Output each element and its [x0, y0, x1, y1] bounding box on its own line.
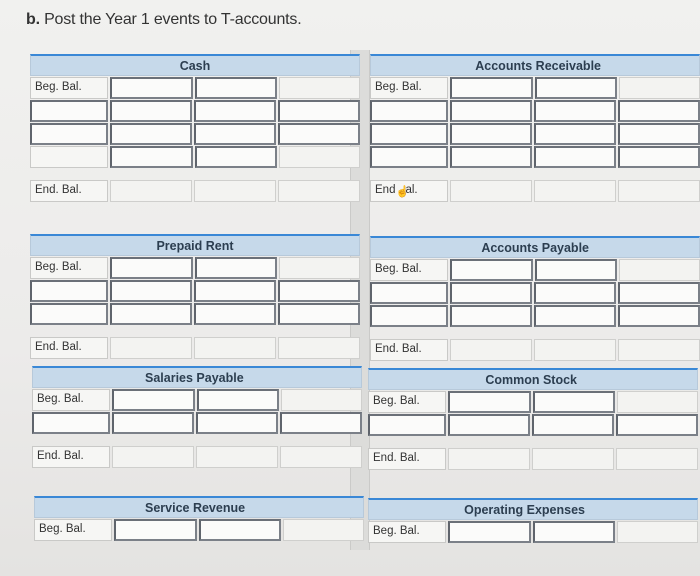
end-bal-label: End. Bal.	[30, 337, 108, 359]
cash-debit-input-2[interactable]	[110, 123, 192, 145]
t-account-title: Service Revenue	[34, 496, 364, 518]
prepaid-debit-input-2[interactable]	[110, 303, 192, 325]
instruction-part-label: b.	[26, 11, 40, 28]
beg-bal-label: Beg. Bal.	[30, 257, 108, 279]
cash-credit-input-3[interactable]	[279, 146, 360, 168]
beg-bal-label: Beg. Bal.	[32, 389, 110, 411]
stock-end-credit[interactable]	[616, 448, 698, 470]
end-bal-label-start: End	[375, 184, 396, 196]
ar-credit-label-input-2[interactable]	[534, 123, 616, 145]
stock-debit-beg-input[interactable]	[448, 391, 531, 413]
end-bal-label: End. Bal.	[32, 446, 110, 468]
t-account-common-stock	[368, 368, 698, 470]
salaries-end-credit[interactable]	[280, 446, 362, 468]
ap-end-credit-label[interactable]	[534, 339, 616, 361]
prepaid-end-credit[interactable]	[278, 337, 360, 359]
t-account-title: Salaries Payable	[32, 366, 362, 388]
t-account-title: Accounts Payable	[370, 236, 700, 258]
revenue-beg-amount[interactable]	[283, 519, 364, 541]
stock-end-debit[interactable]	[448, 448, 530, 470]
ar-credit-input-2[interactable]	[618, 123, 700, 145]
stock-debit-label-input-1[interactable]	[368, 414, 446, 436]
end-bal-label-end: al.	[405, 184, 418, 196]
ar-debit-input-1[interactable]	[450, 100, 532, 122]
end-bal-label: End. Bal.	[368, 448, 446, 470]
t-account-salaries-payable	[32, 366, 362, 468]
cash-debit-beg-input[interactable]	[110, 77, 193, 99]
ar-end-credit-label[interactable]	[534, 180, 616, 202]
t-account-cash	[30, 54, 360, 202]
cash-credit-label-input-1[interactable]	[194, 100, 276, 122]
revenue-debit-beg-input[interactable]	[114, 519, 197, 541]
prepaid-debit-input-1[interactable]	[110, 280, 192, 302]
beg-bal-label: Beg. Bal.	[370, 77, 448, 99]
prepaid-credit-label-input-1[interactable]	[194, 280, 276, 302]
ar-beg-amount[interactable]	[619, 77, 700, 99]
hand-cursor-icon: ☝	[395, 186, 410, 198]
prepaid-credit-label-input-2[interactable]	[194, 303, 276, 325]
t-account-accounts-payable	[370, 236, 700, 361]
instruction-text	[26, 11, 301, 29]
cash-credit-input-2[interactable]	[278, 123, 360, 145]
ap-debit-beg-input[interactable]	[450, 259, 533, 281]
prepaid-debit-label-input-2[interactable]	[30, 303, 108, 325]
t-account-service-revenue	[34, 496, 364, 541]
salaries-debit-label-input-1[interactable]	[32, 412, 110, 434]
t-account-title: Cash	[30, 54, 360, 76]
opex-beg-amount[interactable]	[617, 521, 698, 543]
ar-debit-label-input-2[interactable]	[370, 123, 448, 145]
salaries-end-credit-label[interactable]	[196, 446, 278, 468]
stock-end-credit-label[interactable]	[532, 448, 614, 470]
ap-end-credit[interactable]	[618, 339, 700, 361]
cash-credit-label-input-3[interactable]	[195, 146, 278, 168]
ap-debit-label-input-2[interactable]	[370, 305, 448, 327]
revenue-credit-beg-input[interactable]	[199, 519, 282, 541]
ap-debit-label-input-1[interactable]	[370, 282, 448, 304]
t-account-title: Operating Expenses	[368, 498, 698, 520]
prepaid-debit-beg-input[interactable]	[110, 257, 193, 279]
ap-end-debit[interactable]	[450, 339, 532, 361]
beg-bal-label: Beg. Bal.	[30, 77, 108, 99]
ar-debit-input-2[interactable]	[450, 123, 532, 145]
ap-credit-beg-input[interactable]	[535, 259, 618, 281]
ar-credit-label-input-3[interactable]	[534, 146, 616, 168]
ar-debit-input-3[interactable]	[450, 146, 532, 168]
prepaid-credit-input-2[interactable]	[278, 303, 360, 325]
ar-credit-label-input-1[interactable]	[534, 100, 616, 122]
ar-end-credit[interactable]	[618, 180, 700, 202]
cash-end-credit[interactable]	[278, 180, 360, 202]
ar-credit-beg-input[interactable]	[535, 77, 618, 99]
cash-debit-input-1[interactable]	[110, 100, 192, 122]
cash-debit-label-input-2[interactable]	[30, 123, 108, 145]
stock-credit-label-input-1[interactable]	[532, 414, 614, 436]
t-account-prepaid-rent	[30, 234, 360, 359]
salaries-debit-input-1[interactable]	[112, 412, 194, 434]
t-account-title: Common Stock	[368, 368, 698, 390]
stock-debit-input-1[interactable]	[448, 414, 530, 436]
salaries-credit-beg-input[interactable]	[197, 389, 280, 411]
opex-debit-beg-input[interactable]	[448, 521, 531, 543]
salaries-credit-label-input-1[interactable]	[196, 412, 278, 434]
salaries-end-debit[interactable]	[112, 446, 194, 468]
stock-credit-input-1[interactable]	[616, 414, 698, 436]
ap-credit-input-1[interactable]	[618, 282, 700, 304]
salaries-credit-input-1[interactable]	[280, 412, 362, 434]
ap-credit-label-input-1[interactable]	[534, 282, 616, 304]
t-account-accounts-receivable	[370, 54, 700, 202]
cash-end-debit[interactable]	[110, 180, 192, 202]
t-account-title: Prepaid Rent	[30, 234, 360, 256]
ar-credit-input-1[interactable]	[618, 100, 700, 122]
cash-beg-amount[interactable]	[279, 77, 360, 99]
prepaid-credit-input-1[interactable]	[278, 280, 360, 302]
beg-bal-label: Beg. Bal.	[370, 259, 448, 281]
cash-debit-input-3[interactable]	[110, 146, 193, 168]
ap-debit-input-2[interactable]	[450, 305, 532, 327]
end-bal-label: End. Bal.	[30, 180, 108, 202]
beg-bal-label: Beg. Bal.	[34, 519, 112, 541]
ar-end-debit[interactable]	[450, 180, 532, 202]
ap-credit-label-input-2[interactable]	[534, 305, 616, 327]
t-account-operating-expenses	[368, 498, 698, 543]
end-bal-label: End. Bal.	[370, 339, 448, 361]
stock-credit-beg-input[interactable]	[533, 391, 616, 413]
cash-credit-input-1[interactable]	[278, 100, 360, 122]
beg-bal-label: Beg. Bal.	[368, 521, 446, 543]
prepaid-credit-beg-input[interactable]	[195, 257, 278, 279]
ar-credit-input-3[interactable]	[618, 146, 700, 168]
ar-debit-label-input-3[interactable]	[370, 146, 448, 168]
t-account-title: Accounts Receivable	[370, 54, 700, 76]
cash-end-credit-label[interactable]	[194, 180, 276, 202]
cash-credit-label-input-2[interactable]	[194, 123, 276, 145]
ar-debit-label-input-1[interactable]	[370, 100, 448, 122]
cash-credit-beg-input[interactable]	[195, 77, 278, 99]
beg-bal-label: Beg. Bal.	[368, 391, 446, 413]
ap-debit-input-1[interactable]	[450, 282, 532, 304]
spacer-cell	[30, 146, 108, 168]
prepaid-end-debit[interactable]	[110, 337, 192, 359]
salaries-debit-beg-input[interactable]	[112, 389, 195, 411]
ap-beg-amount[interactable]	[619, 259, 700, 281]
prepaid-beg-amount[interactable]	[279, 257, 360, 279]
cash-debit-label-input-1[interactable]	[30, 100, 108, 122]
salaries-beg-amount[interactable]	[281, 389, 362, 411]
opex-credit-beg-input[interactable]	[533, 521, 616, 543]
instruction-body: Post the Year 1 events to T-accounts.	[39, 11, 302, 28]
prepaid-debit-label-input-1[interactable]	[30, 280, 108, 302]
stock-beg-amount[interactable]	[617, 391, 698, 413]
prepaid-end-credit-label[interactable]	[194, 337, 276, 359]
end-bal-label	[370, 180, 448, 202]
ar-debit-beg-input[interactable]	[450, 77, 533, 99]
ap-credit-input-2[interactable]	[618, 305, 700, 327]
